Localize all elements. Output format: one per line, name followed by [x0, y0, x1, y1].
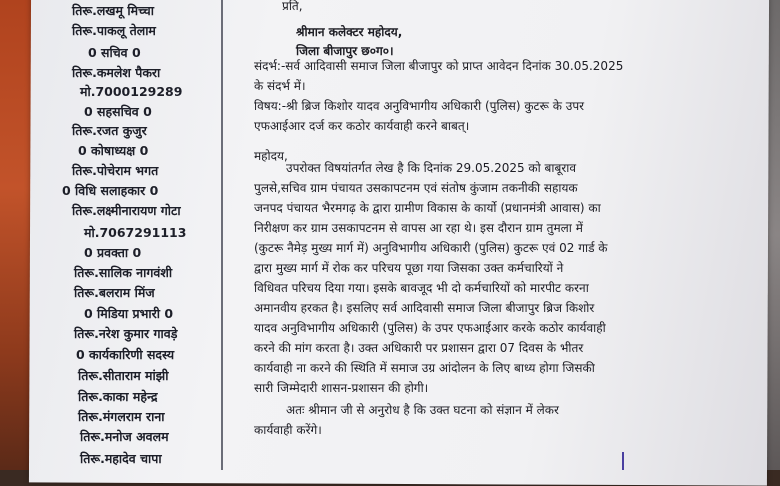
- member-name: तिरू.पोचेराम भगत: [72, 163, 159, 178]
- member-name: तिरू.नरेश कुमार गावड़े: [74, 326, 178, 341]
- body-line: जनपद पंचायत भैरमगढ़ के द्वारा ग्रामीण विकास के कार्यो (प्रधानमंत्री आवास) का: [254, 201, 601, 215]
- member-name: तिरू.लखमू मिच्चा: [72, 3, 154, 18]
- role-heading: 0 विधि सलाहकार 0: [62, 183, 159, 198]
- reference-line-2: के संदर्भ में।: [254, 79, 306, 93]
- letter-prati: प्रति,: [282, 0, 303, 13]
- body-line: द्वारा मुख्य मार्ग में रोक कर परिचय पूछा गया जिसका उक्त कर्मचारियों ने: [254, 261, 564, 275]
- member-name: तिरू.महादेव चापा: [80, 451, 162, 466]
- role-heading: 0 कार्यकारिणी सदस्य: [76, 347, 175, 362]
- member-name: तिरू.सीताराम मांझी: [78, 368, 169, 383]
- body-line: सारी जिम्मेदारी शासन-प्रशासन की होगी।: [254, 381, 429, 395]
- member-name: तिरू.कमलेश पैकरा: [72, 65, 161, 80]
- subject-line-1: विषय:-श्री ब्रिज किशोर यादव अनुविभागीय अधिकारी (पुलिस) कुटरू के उपर: [254, 99, 585, 113]
- body-line: विधिवत परिचय दिया गया। इसके बावजूद भी दो कर्मचारियों को मारपीट करना: [254, 281, 589, 295]
- body-line: करने की मांग करता है। उक्त अधिकारी पर प्रशासन द्वारा 07 दिवस के भीतर: [254, 341, 584, 355]
- body-line: (कुटरू नैमेड़ मुख्य मार्ग में) अनुविभागीय अधिकारी (पुलिस) कुटरू एवं 02 गार्ड के: [254, 241, 608, 255]
- member-name: तिरू.मंगलराम राना: [78, 409, 165, 424]
- role-heading: 0 सहसचिव 0: [84, 104, 152, 119]
- role-heading: 0 सचिव 0: [88, 45, 141, 60]
- member-name: तिरू.रजत कुजुर: [72, 123, 147, 138]
- body-line: निरीक्षण कर ग्राम उसकापटनम से वापस आ रहा थे। इस दौरान ग्राम तुमला में: [254, 221, 583, 235]
- subject-line-2: एफआईआर दर्ज कर कठोर कार्यवाही करने बाबत्।: [254, 119, 470, 133]
- member-phone: मो.7067291113: [84, 225, 187, 240]
- addressee-line-1: श्रीमान कलेक्टर महोदय,: [296, 25, 403, 39]
- addressee-line-2: जिला बीजापुर छ०ग०।: [296, 44, 394, 58]
- role-heading: 0 कोषाध्यक्ष 0: [78, 143, 149, 158]
- body-line: कार्यवाही ना करने की स्थिति में समाज उग्र आंदोलन के लिए बाध्य होगा जिसकी: [254, 361, 595, 375]
- body-line: यादव अनुविभागीय अधिकारी (पुलिस) के उपर एफआईआर करके कठोर कार्यवाही: [254, 321, 606, 335]
- pen-stroke-mark: [622, 452, 624, 470]
- closing-line-1: अतः श्रीमान जी से अनुरोध है कि उक्त घटना को संज्ञान में लेकर: [286, 403, 559, 417]
- member-name: तिरू.मनोज अवलम: [80, 429, 169, 444]
- body-line: पुलसे,सचिव ग्राम पंचायत उसकापटनम एवं संतोष कुंजाम तकनीकी सहायक: [254, 181, 578, 195]
- body-line: उपरोक्त विषयांतर्गत लेख है कि दिनांक 29.05.2025 को बाबूराव: [286, 161, 577, 175]
- member-name: तिरू.सालिक नागवंशी: [74, 265, 173, 280]
- member-name: तिरू.पाकलू तेलाम: [72, 23, 156, 38]
- member-name: तिरू.बलराम मिंज: [74, 285, 155, 300]
- reference-line-1: संदर्भ:-सर्व आदिवासी समाज जिला बीजापुर को प्राप्त आवेदन दिनांक 30.05.2025: [254, 59, 624, 73]
- role-heading: 0 प्रवक्ता 0: [84, 245, 142, 260]
- salutation: महोदय,: [254, 149, 288, 163]
- member-name: तिरू.लक्ष्मीनारायण गोटा: [72, 203, 181, 218]
- member-name: तिरू.काका महेन्द्र: [78, 389, 158, 404]
- body-line: अमानवीय हरकत है। इसलिए सर्व आदिवासी समाज जिला बीजापुर ब्रिज किशोर: [254, 301, 595, 315]
- member-phone: मो.7000129289: [80, 84, 183, 99]
- closing-line-2: कार्यवाही करेंगे।: [254, 423, 322, 437]
- role-heading: 0 मिडिया प्रभारी 0: [84, 306, 174, 321]
